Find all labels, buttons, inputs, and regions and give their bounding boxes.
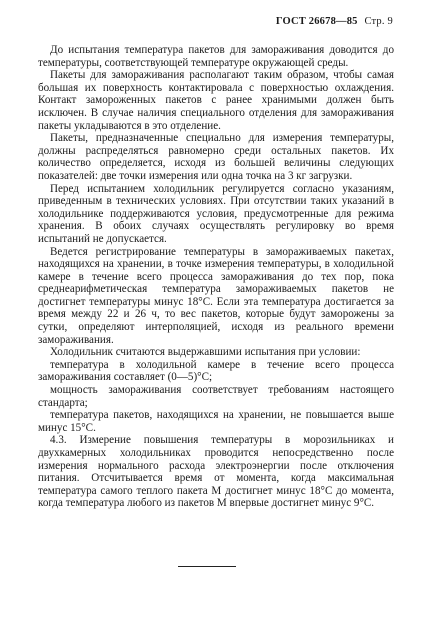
paragraph: До испытания температура пакетов для замораживания доводится до температуры, соответствующей температуре окружающей среды.: [38, 44, 394, 69]
paragraph: Перед испытанием холодильник регулируется согласно указаниям, приведенным в технических условиях. При отсутствии таких указаний в холодильнике поддерживаются условия, предусмотренные для режима хранения. В обоих случаях осуществлять регулировку во время испытаний не допускается.: [38, 182, 394, 245]
document-body: [38, 44, 394, 510]
paragraph: Ведется регистрирование температуры в замораживаемых пакетах, находящихся на хранении, в точке измерения температуры, в холодильной камере в течение всего процесса замораживания до тех пор, пока среднеарифметическая температура замораживаемых пакетов не достигнет температуры минус 18°С. Если эта температура достигается за время между 22 и 26 ч, то вес пакетов, которые будут заморожены за сутки, определяют интерполяцией, исходя из реального времени замораживания.: [38, 245, 394, 346]
end-rule: [178, 566, 236, 567]
paragraph: Холодильник считаются выдержавшими испытания при условии:: [50, 346, 361, 359]
page-header: [272, 16, 393, 27]
paragraph-section-4-3: 4.3. Измерение повышения температуры в морозильниках и двухкамерных холодильниках проводится непосредственно после измерения нормального расхода электроэнергии после отключения питания. Отсчитывается время от момента, когда максимальная температура самого теплого пакета М достигнет минус 18°С до момента, когда температура любого из пакетов М впервые достигнет минус 9°С.: [38, 434, 394, 510]
paragraph: Пакеты для замораживания располагают таким образом, чтобы самая большая их поверхность контактировала с поверхностью охлаждения. Контакт замороженных пакетов с ранее хранимыми должен быть исключен. В случае наличия специального отделения для замораживания пакеты укладываются в это отделение.: [38, 69, 394, 132]
condition-item: мощность замораживания соответствует требованиям настоящего стандарта;: [38, 384, 394, 409]
condition-item: температура пакетов, находящихся на хранении, не повышается выше минус 15°С.: [38, 409, 394, 434]
condition-item: температура в холодильной камере в течение всего процесса замораживания составляет (0—5)°С;: [38, 358, 394, 384]
standard-number: ГОСТ 26678—85: [275, 16, 358, 27]
page-number: Стр. 9: [364, 16, 393, 27]
paragraph: Пакеты, предназначенные специально для измерения температуры, должны распределяться равномерно среди остальных пакетов. Их количество определяется, исходя из большей величины следующих показателей: две точки измерения или одна точка на 3 кг загрузки.: [38, 132, 394, 182]
